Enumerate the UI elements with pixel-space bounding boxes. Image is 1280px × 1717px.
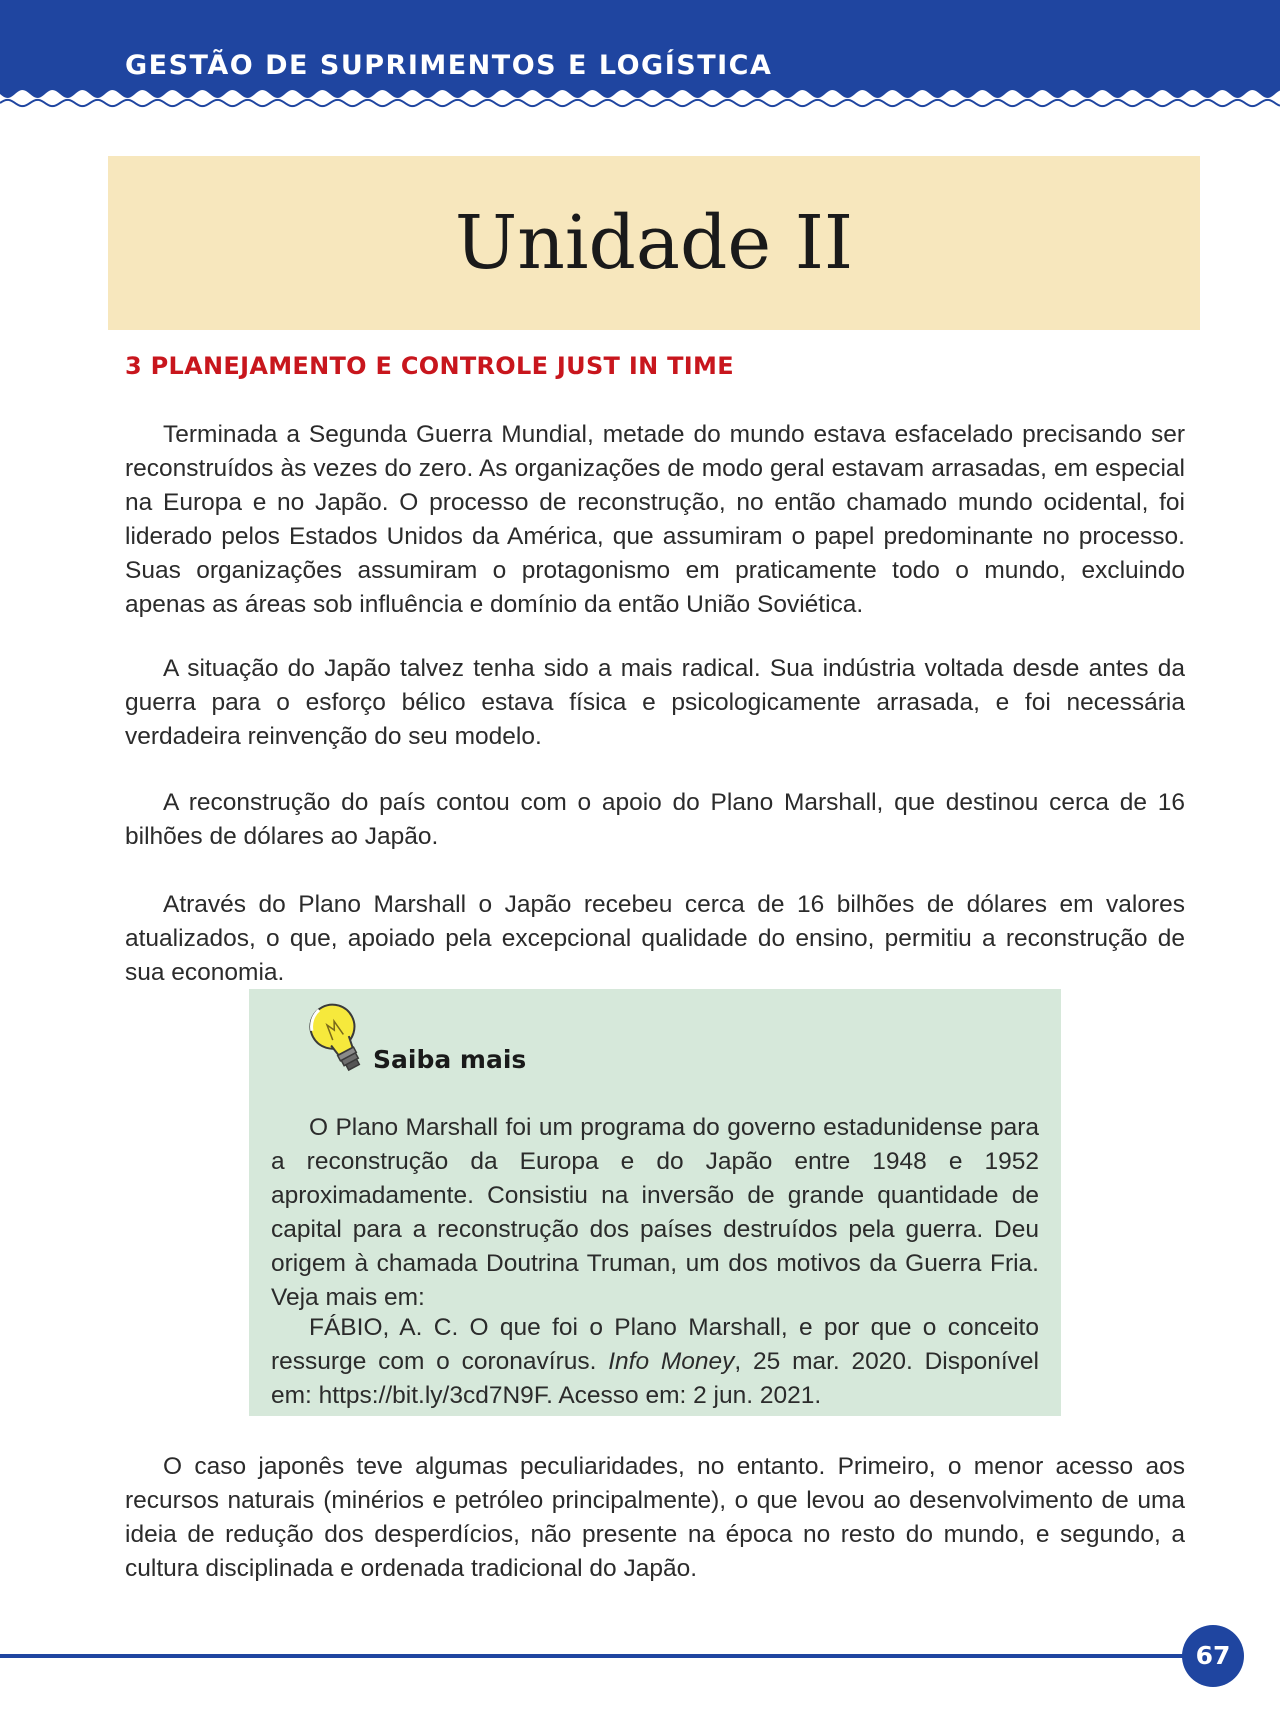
reference-text-end: , 25 mar. 2020. Disponível em: https://bit.ly/3cd7N9F. Acesso em: 2 jun. 2021. <box>271 1348 1039 1409</box>
footer-rule <box>0 1654 1200 1658</box>
section-title: 3 PLANEJAMENTO E CONTROLE JUST IN TIME <box>125 352 734 380</box>
paragraph-2: A situação do Japão talvez tenha sido a mais radical. Sua indústria voltada desde antes da guerra para o esforço bélico estava física e psicologicamente arrasada, e foi necessária verdadeira reinvenção do seu modelo. <box>125 655 1185 750</box>
paragraph-5: O caso japonês teve algumas peculiaridades, no entanto. Primeiro, o menor acesso aos recursos naturais (minérios e petróleo principalmente), o que levou ao desenvolvimento de uma ideia de redução dos desperdícios, não presente na época no resto do mundo, e segundo, a cultura disciplinada e ordenada tradicional do Japão. <box>125 1453 1185 1582</box>
header-title: GESTÃO DE SUPRIMENTOS E LOGÍSTICA <box>125 50 773 81</box>
saiba-mais-title: Saiba mais <box>373 1045 527 1074</box>
unit-title: Unidade II <box>454 200 854 286</box>
reference-text: FÁBIO, A. C. O que foi o Plano Marshall, e por que o conceito ressurge com o coronavírus. <box>271 1314 1039 1375</box>
saiba-mais-box <box>249 989 1061 1416</box>
paragraph-1: Terminada a Segunda Guerra Mundial, metade do mundo estava esfacelado precisando ser reconstruídos às vezes do zero. As organizações de modo geral estavam arrasadas, em especial na Europa e no Japão. O processo de reconstrução, no então chamado mundo ocidental, foi liderado pelos Estados Unidos da América, que assumiram o papel predominante no processo. Suas organizações assumiram o protagonismo em praticamente todo o mundo, excluindo apenas as áreas sob influência e domínio da então União Soviética. <box>125 421 1185 618</box>
unit-banner <box>108 156 1200 330</box>
page-number: 67 <box>1182 1625 1244 1687</box>
saiba-mais-reference <box>271 1311 1039 1413</box>
saiba-mais-text: O Plano Marshall foi um programa do governo estadunidense para a reconstrução da Europa e do Japão entre 1948 e 1952 aproximadamente. Consistiu na inversão de grande quantidade de capital para a reconstrução dos países destruídos pela guerra. Deu origem à chamada Doutrina Truman, um dos motivos da Guerra Fria. Veja mais em: <box>271 1114 1039 1311</box>
paragraph-4: Através do Plano Marshall o Japão recebeu cerca de 16 bilhões de dólares em valores atualizados, o que, apoiado pela excepcional qualidade do ensino, permitiu a reconstrução de sua economia. <box>125 891 1185 986</box>
page-header <box>0 0 1280 108</box>
reference-source: Info Money <box>608 1348 735 1375</box>
paragraph-3: A reconstrução do país contou com o apoio do Plano Marshall, que destinou cerca de 16 bilhões de dólares ao Japão. <box>125 789 1185 850</box>
lightbulb-icon <box>307 997 371 1081</box>
